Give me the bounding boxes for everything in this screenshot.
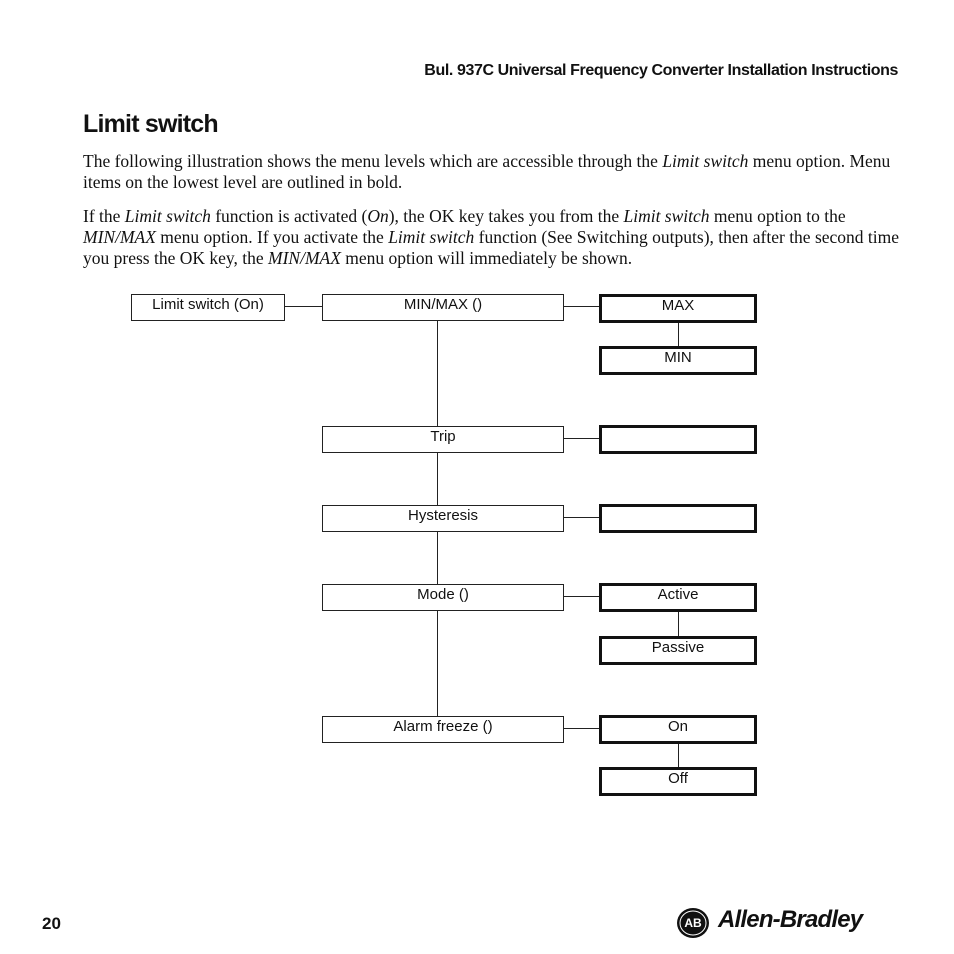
menu-item-alarm-freeze: Alarm freeze () [322, 716, 564, 743]
option-max: MAX [599, 294, 757, 323]
activation-paragraph: If the Limit switch function is activated (On), the OK key takes you from the Limit switch menu option to the MIN/MAX menu option. If you activate the Limit switch function (See Switching outputs), then after the second time you press the OK key, the MIN/MAX menu option will immediately be shown. [83, 206, 900, 268]
option-hysteresis-value [599, 504, 757, 533]
connector-hysteresis-option [563, 517, 601, 518]
section-title: Limit switch [83, 110, 218, 138]
connector-trip-option [563, 438, 601, 439]
connector-mode-options [563, 596, 601, 597]
connector-minmax-options [563, 306, 601, 307]
option-active: Active [599, 583, 757, 612]
connector-active-passive [678, 610, 679, 637]
menu-item-mode: Mode () [322, 584, 564, 611]
brand-name: Allen-Bradley [718, 906, 863, 933]
option-min: MIN [599, 346, 757, 375]
logo-text: AB [684, 916, 702, 930]
connector-root-minmax [285, 306, 323, 307]
connector-max-min [678, 321, 679, 347]
document-header: Bul. 937C Universal Frequency Converter Installation Instructions [424, 62, 898, 79]
menu-root-limit-switch: Limit switch (On) [131, 294, 285, 321]
menu-item-trip: Trip [322, 426, 564, 453]
menu-item-hysteresis: Hysteresis [322, 505, 564, 532]
option-passive: Passive [599, 636, 757, 665]
option-on: On [599, 715, 757, 744]
connector-on-off [678, 742, 679, 769]
intro-paragraph: The following illustration shows the menu levels which are accessible through the Limit switch menu option. Menu items on the lowest level are outlined in bold. [83, 151, 891, 192]
page-number: 20 [42, 914, 61, 933]
allen-bradley-logo-icon [676, 906, 710, 940]
connector-alarm-options [563, 728, 601, 729]
option-trip-value [599, 425, 757, 454]
menu-item-minmax: MIN/MAX () [322, 294, 564, 321]
option-off: Off [599, 767, 757, 796]
